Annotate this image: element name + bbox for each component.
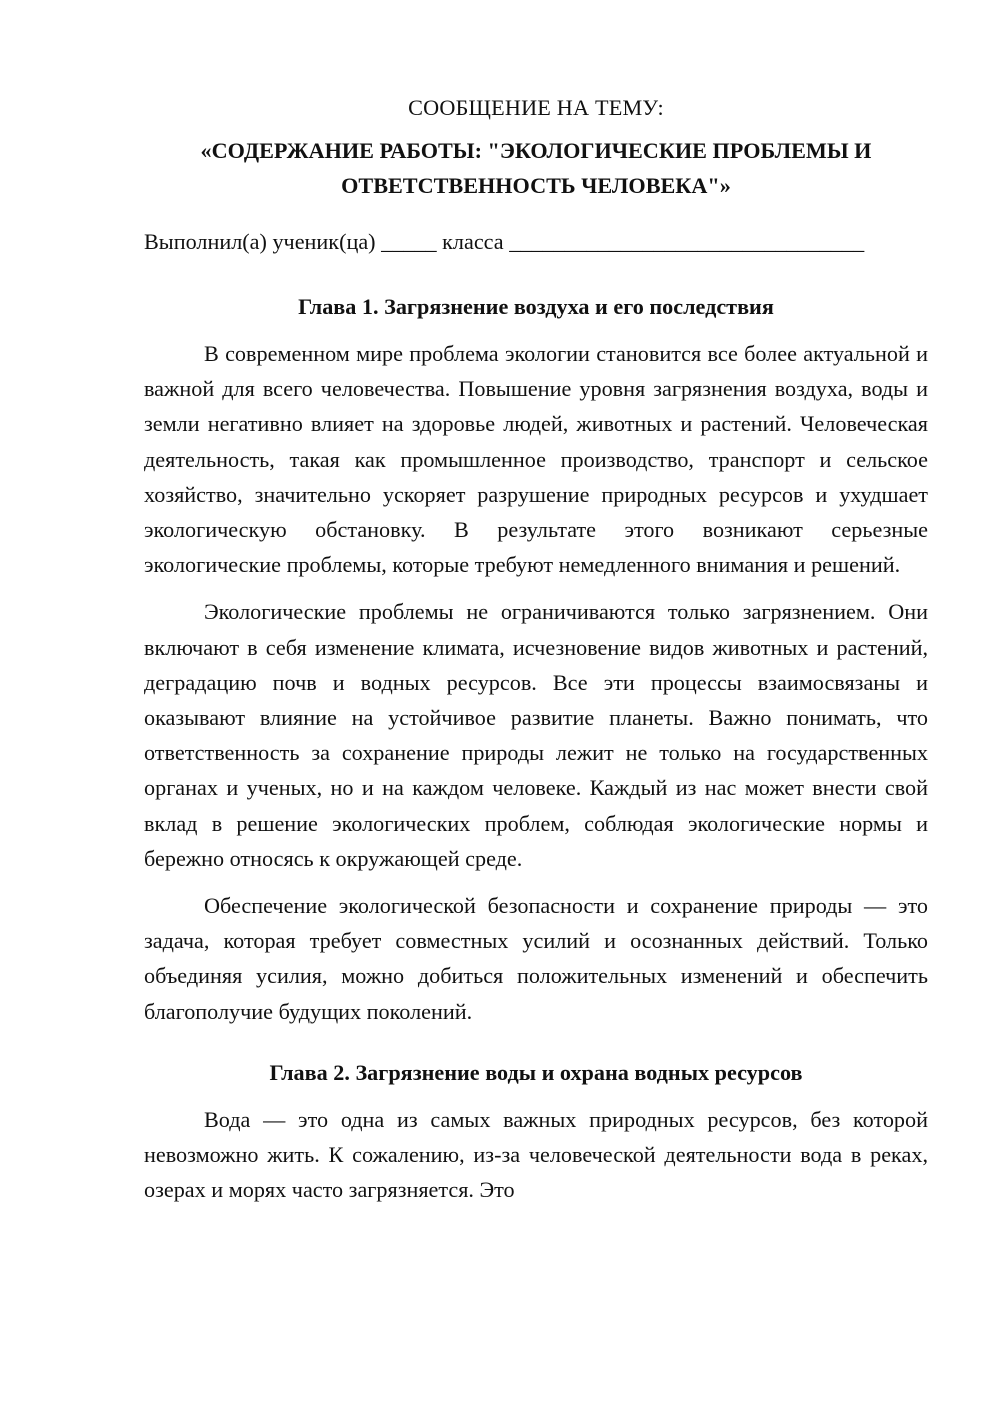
document-topic: СООБЩЕНИЕ НА ТЕМУ: [408,95,664,120]
chapter-2-heading: Глава 2. Загрязнение воды и охрана водных ресурсов [269,1059,803,1085]
chapter-1-paragraph-2: Экологические проблемы не ограничиваются только загрязнением. Они включают в себя изменение климата, исчезновение видов животных и растений, деградацию почв и водных ресурсов. Все эти процессы взаимосвязаны и оказывают влияние на устойчивое развитие планеты. Важно понимать, что ответственность за сохранение природы лежит не только на государственных органах и ученых, но и на каждом человеке. Каждый из нас может внести свой вклад в решение экологических проблем, соблюдая экологические нормы и бережно относясь к окружающей среде. [144,599,928,871]
document-page [144,90,928,1220]
chapter-1-paragraph-1: В современном мире проблема экологии становится все более актуальной и важной для всего человечества. Повышение уровня загрязнения воздуха, воды и земли негативно влияет на здоровье людей, животных и растений. Человеческая деятельность, такая как промышленное производство, транспорт и сельское хозяйство, значительно ускоряет разрушение природных ресурсов и ухудшает экологическую обстановку. В результате этого возникают серьезные экологические проблемы, которые требуют немедленного внимания и решений. [144,341,928,578]
document-title-line-1: «СОДЕРЖАНИЕ РАБОТЫ: "ЭКОЛОГИЧЕСКИЕ ПРОБЛЕМЫ И [200,138,872,164]
document-title-line-2: ОТВЕТСТВЕННОСТЬ ЧЕЛОВЕКА"» [341,173,731,199]
author-line: Выполнил(а) ученик(ца) _____ класса ________________________________ [144,228,865,254]
chapter-2-paragraph-1: Вода — это одна из самых важных природных ресурсов, без которой невозможно жить. К сожалению, из-за человеческой деятельности вода в реках, озерах и морях часто загрязняется. Это [144,1107,928,1203]
chapter-1-paragraph-3: Обеспечение экологической безопасности и сохранение природы — это задача, которая требует совместных усилий и осознанных действий. Только объединяя усилия, можно добиться положительных изменений и обеспечить благополучие будущих поколений. [144,893,928,1024]
document-title [144,133,928,203]
chapter-1-heading: Глава 1. Загрязнение воздуха и его последствия [298,293,774,319]
